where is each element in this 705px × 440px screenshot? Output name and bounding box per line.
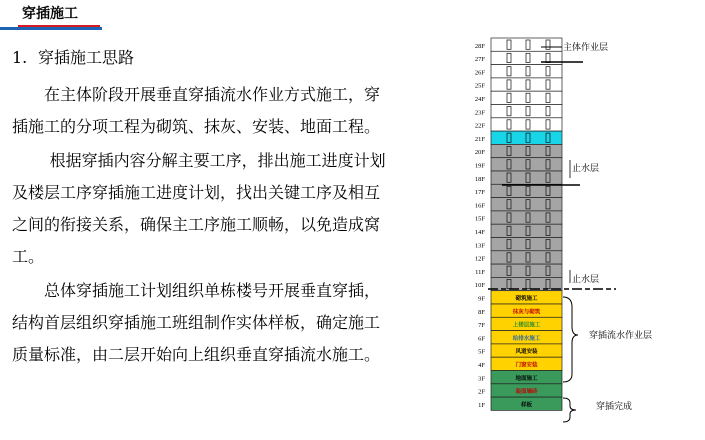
floor-label: 18F	[474, 175, 485, 183]
floor-label: 16F	[474, 202, 485, 210]
floor-label: 14F	[474, 229, 485, 236]
floor-16f	[475, 198, 562, 211]
section-header	[0, 0, 102, 30]
floor-26f	[475, 65, 562, 78]
floor-label: 6F	[478, 335, 485, 343]
floor-label: 1F	[478, 401, 485, 409]
paragraph-2: 根据穿插内容分解主要工序，排出施工进度计划及楼层工序穿插施工进度计划，找出关键工序及相互之间的衔接关系，确保主工序施工顺畅，以免造成窝工。	[12, 151, 386, 266]
floor-label: 9F	[478, 295, 485, 303]
flow-brace	[563, 297, 578, 382]
floor-label: 21F	[474, 135, 485, 143]
done-brace	[563, 398, 576, 422]
floor-label: 22F	[474, 122, 485, 130]
work-tag: 抹灰与砌筑	[512, 309, 541, 316]
section-title: 穿插施工思路	[38, 48, 135, 67]
floor-label: 23F	[474, 109, 485, 117]
floor-label: 11F	[475, 268, 485, 276]
work-tag: 样板	[520, 402, 533, 409]
floor-label: 19F	[474, 162, 485, 170]
floor-15f	[475, 211, 562, 224]
floor-label: 8F	[478, 308, 485, 316]
label-water-stop-2: 止水层	[572, 275, 600, 285]
header-rule	[0, 27, 102, 30]
work-tag: 地面施工	[515, 375, 538, 382]
work-tag: 上楼层施工	[512, 322, 541, 329]
section-heading	[12, 46, 392, 70]
floor-17f	[475, 184, 562, 197]
floor-label: 7F	[478, 322, 485, 330]
label-done: 穿插完成	[596, 402, 633, 412]
floor-11f	[475, 264, 562, 277]
floor-label: 17F	[474, 189, 485, 197]
floor-label: 24F	[474, 96, 485, 103]
floor-13f	[475, 238, 562, 251]
floor-12f	[475, 251, 562, 264]
floor-14f	[475, 224, 562, 237]
work-tag: 给排水施工	[512, 335, 541, 342]
content-text	[12, 46, 392, 373]
floor-20f	[475, 144, 562, 157]
label-flow-work: 穿插流水作业层	[589, 331, 653, 341]
work-tag: 门窗安装	[515, 362, 538, 369]
floor-23f	[475, 105, 562, 118]
label-water-stop-1: 止水层	[572, 164, 600, 174]
floor-label: 4F	[478, 362, 485, 369]
work-tag: 装面墙砖	[515, 389, 538, 396]
floor-label: 26F	[474, 69, 485, 77]
label-main-work: 主体作业层	[563, 43, 609, 53]
paragraph-1: 在主体阶段开展垂直穿插流水作业方式施工，穿插施工的分项工程为砌筑、抹灰、安装、地面工程。	[12, 85, 381, 136]
work-tag: 风道安装	[515, 349, 538, 356]
floor-label: 28F	[474, 42, 485, 50]
floor-22f	[475, 118, 562, 131]
floor-21f	[475, 131, 562, 144]
work-tag: 砌筑施工	[515, 296, 538, 302]
floor-stack	[475, 38, 562, 410]
floor-label: 20F	[474, 149, 485, 157]
floor-label: 15F	[474, 215, 485, 223]
building-diagram	[420, 32, 690, 424]
floor-18f	[475, 171, 562, 184]
floor-label: 5F	[478, 348, 485, 356]
floor-label: 25F	[474, 82, 485, 90]
floor-28f	[475, 38, 562, 51]
floor-label: 27F	[474, 56, 485, 64]
paragraph-3: 总体穿插施工计划组织单栋楼号开展垂直穿插，结构首层组织穿插施工班组制作实体样板，确定施工质量标准，由二层开始向上组织垂直穿插流水施工。	[12, 281, 381, 364]
floor-25f	[475, 78, 562, 91]
floor-label: 13F	[474, 242, 485, 250]
floor-24f	[475, 91, 562, 104]
header-title: 穿插施工	[18, 2, 100, 27]
section-number: 1.	[12, 48, 28, 67]
floor-label: 12F	[474, 255, 485, 263]
floor-label: 10F	[474, 282, 485, 290]
floor-19f	[475, 158, 562, 171]
floor-label: 2F	[478, 388, 485, 396]
floor-label: 3F	[478, 375, 485, 383]
